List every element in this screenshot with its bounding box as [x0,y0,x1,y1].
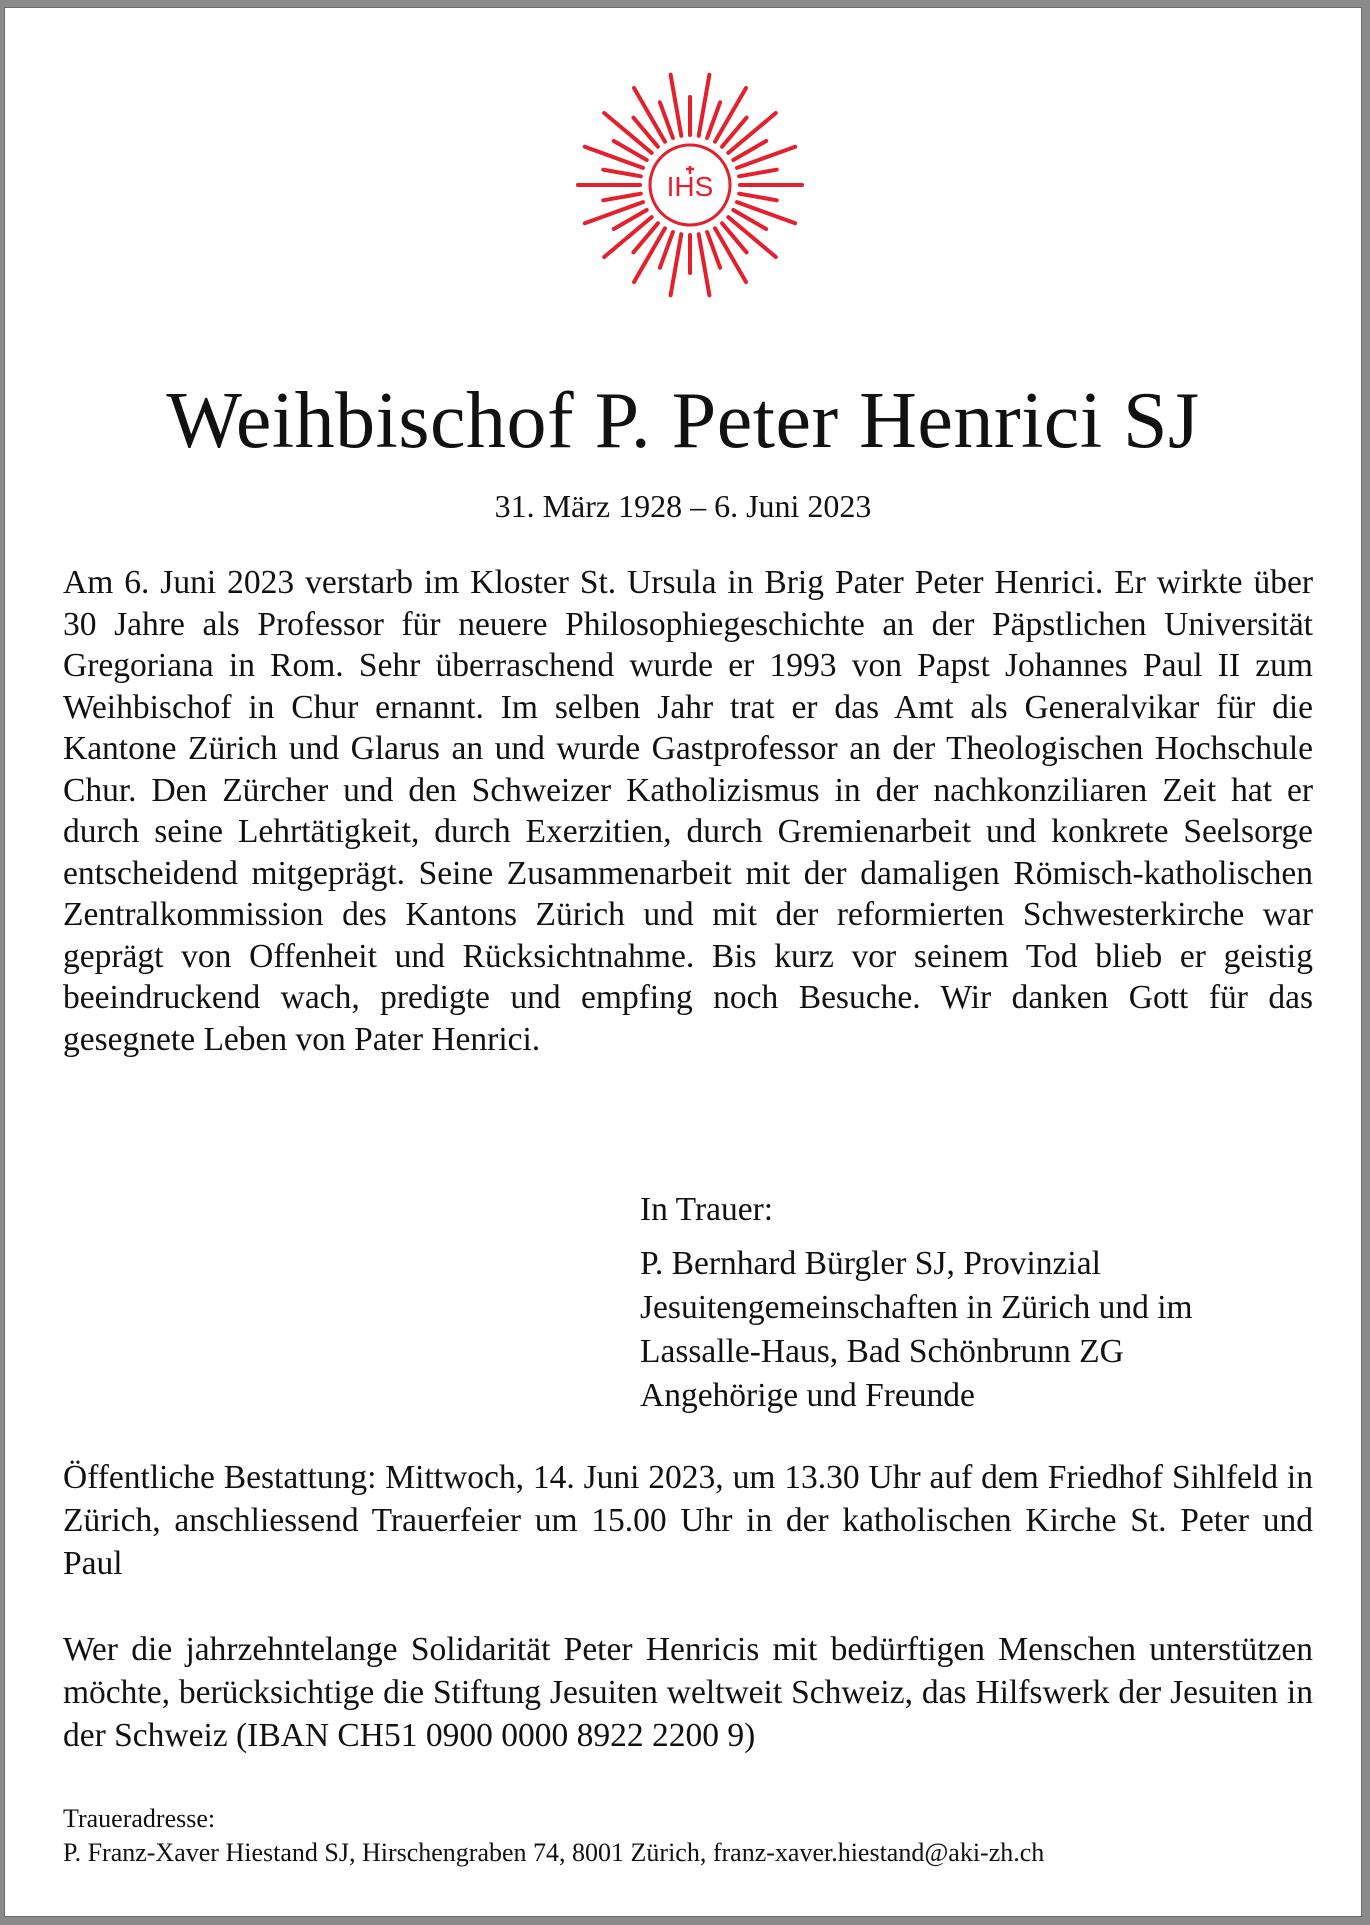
sunburst-ray [739,170,777,177]
sunburst-ray [585,147,643,168]
sunburst-ray [603,170,641,177]
address-label: Traueradresse: [63,1804,216,1833]
ihs-sunburst-icon [575,70,805,300]
sunburst-ray [737,147,795,168]
sunburst-ray [699,234,710,295]
mourners-block [640,1188,1320,1418]
mourner-line: P. Bernhard Bürgler SJ, Provinzial [640,1245,1101,1282]
obituary-notice [4,7,1362,1917]
deceased-name-title: Weihbischof P. Peter Henrici SJ [166,377,1200,465]
sunburst-ray [671,75,682,136]
obituary-body: Am 6. Juni 2023 verstarb im Kloster St. Ursula in Brig Pater Peter Henrici. Er wirkte über 30 Jahre als Professor für neuere Philosophiegeschichte an der Päpstlichen Universität Gregoriana in Rom. Sehr überraschend wurde er 1993 von Papst Johannes Paul II zum Weihbischof in Chur ernannt. Im selben Jahr trat er das Amt als Generalvikar für die Kantone Zürich und Glarus an und wurde Gastprofessor an der Theologischen Hochschule Chur. Den Zürcher und den Schweizer Katholizismus in der nachkonziliaren Zeit hat er durch seine Lehrtätigkeit, durch Exerzitien, durch Gremienarbeit und konkrete Seelsorge entscheidend mitgeprägt. Seine Zusammenarbeit mit der damaligen Römisch-katholischen Zentralkommission des Kantons Zürich und mit der reformierten Schwesterkirche war geprägt von Offenheit und Rücksichtnahme. Bis kurz vor seinem Tod blieb er geistig beeindruckend wach, predigte und empfing noch Besuche. Wir danken Gott für das gesegnete Leben von Pater Henrici. [63,564,1313,1058]
mourner-line: Jesuitengemeinschaften in Zürich und im [640,1289,1193,1326]
logo-text: IHS [666,171,714,202]
sunburst-ray [739,194,777,201]
funeral-info: Öffentliche Bestattung: Mittwoch, 14. Juni 2023, um 13.30 Uhr auf dem Friedhof Sihlfeld in Zürich, anschliessend Trauerfeier um 15.00 Uhr in der katholischen Kirche St. Peter und Paul [63,1459,1313,1582]
sunburst-ray [737,202,795,223]
mourner-line: Angehörige und Freunde [640,1377,975,1414]
mourner-line: Lassalle-Haus, Bad Schönbrunn ZG [640,1333,1124,1370]
mourners-label: In Trauer: [640,1191,774,1228]
sunburst-ray [699,75,710,136]
sunburst-ray [603,194,641,201]
sunburst-ray [671,234,682,295]
jesuit-emblem [575,70,805,300]
sunburst-ray [585,202,643,223]
donation-info: Wer die jahrzehntelange Solidarität Peter Henricis mit bedürftigen Menschen unterstützen möchte, berücksichtige die Stiftung Jesuiten weltweit Schweiz, das Hilfswerk der Jesuiten in der Schweiz (IBAN CH51 0900 0000 8922 2200 9) [63,1631,1313,1754]
mourning-address [63,1802,1313,1870]
address-line: P. Franz-Xaver Hiestand SJ, Hirschengraben 74, 8001 Zürich, franz-xaver.hiestand@aki-zh.ch [63,1838,1045,1867]
life-dates: 31. März 1928 – 6. Juni 2023 [494,488,872,524]
